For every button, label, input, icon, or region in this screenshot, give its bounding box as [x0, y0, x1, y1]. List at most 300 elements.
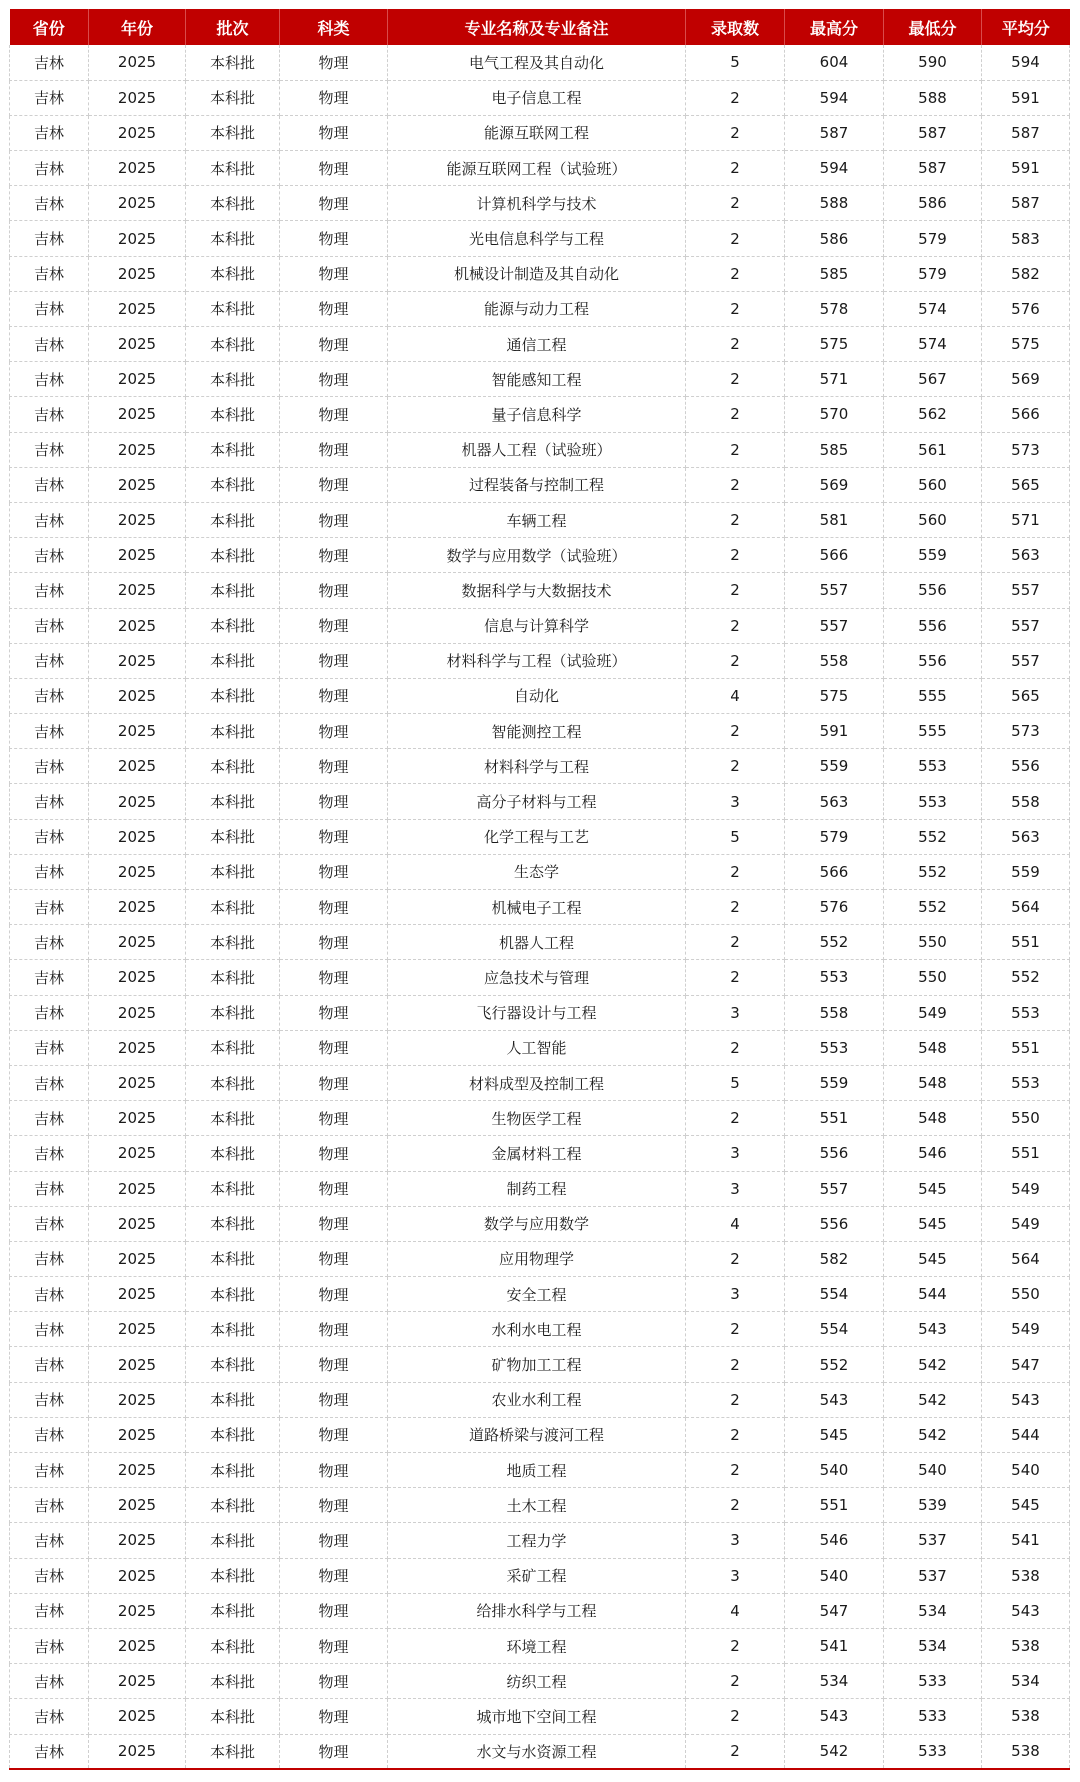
cell-batch: 本科批	[186, 1488, 280, 1523]
cell-min-score: 542	[884, 1347, 982, 1382]
cell-province: 吉林	[10, 115, 89, 150]
cell-min-score: 542	[884, 1382, 982, 1417]
column-header-batch: 批次	[186, 9, 280, 45]
table-row	[10, 45, 1070, 80]
cell-max-score: 585	[785, 432, 884, 467]
column-header-year: 年份	[89, 9, 186, 45]
cell-admitted: 2	[686, 960, 785, 995]
cell-max-score: 585	[785, 256, 884, 291]
table-row	[10, 1699, 1070, 1734]
cell-admitted: 2	[686, 467, 785, 502]
cell-year: 2025	[89, 291, 186, 326]
cell-subject: 物理	[280, 186, 388, 221]
cell-admitted: 2	[686, 1030, 785, 1065]
cell-subject: 物理	[280, 573, 388, 608]
cell-min-score: 553	[884, 749, 982, 784]
cell-admitted: 2	[686, 186, 785, 221]
cell-batch: 本科批	[186, 221, 280, 256]
table-row	[10, 186, 1070, 221]
cell-max-score: 540	[785, 1558, 884, 1593]
cell-max-score: 571	[785, 362, 884, 397]
cell-max-score: 576	[785, 890, 884, 925]
cell-admitted: 3	[686, 1558, 785, 1593]
cell-min-score: 552	[884, 890, 982, 925]
cell-max-score: 558	[785, 643, 884, 678]
cell-max-score: 557	[785, 573, 884, 608]
cell-major: 量子信息科学	[388, 397, 686, 432]
cell-avg-score: 534	[982, 1664, 1070, 1699]
cell-batch: 本科批	[186, 432, 280, 467]
cell-year: 2025	[89, 1523, 186, 1558]
cell-subject: 物理	[280, 1488, 388, 1523]
cell-min-score: 552	[884, 854, 982, 889]
table-row	[10, 1241, 1070, 1276]
cell-year: 2025	[89, 573, 186, 608]
cell-min-score: 548	[884, 1030, 982, 1065]
table-row	[10, 432, 1070, 467]
cell-major: 应用物理学	[388, 1241, 686, 1276]
cell-province: 吉林	[10, 432, 89, 467]
cell-major: 应急技术与管理	[388, 960, 686, 995]
cell-year: 2025	[89, 749, 186, 784]
cell-avg-score: 565	[982, 678, 1070, 713]
cell-year: 2025	[89, 1171, 186, 1206]
cell-min-score: 545	[884, 1241, 982, 1276]
cell-avg-score: 550	[982, 1277, 1070, 1312]
table-row	[10, 1558, 1070, 1593]
cell-year: 2025	[89, 221, 186, 256]
cell-batch: 本科批	[186, 502, 280, 537]
cell-min-score: 548	[884, 1065, 982, 1100]
cell-major: 采矿工程	[388, 1558, 686, 1593]
cell-min-score: 540	[884, 1453, 982, 1488]
cell-province: 吉林	[10, 643, 89, 678]
cell-max-score: 556	[785, 1206, 884, 1241]
cell-province: 吉林	[10, 538, 89, 573]
cell-min-score: 588	[884, 80, 982, 115]
cell-province: 吉林	[10, 1664, 89, 1699]
cell-max-score: 569	[785, 467, 884, 502]
cell-subject: 物理	[280, 1558, 388, 1593]
cell-admitted: 5	[686, 1065, 785, 1100]
table-row	[10, 115, 1070, 150]
cell-min-score: 534	[884, 1628, 982, 1663]
cell-avg-score: 551	[982, 1136, 1070, 1171]
cell-major: 纺织工程	[388, 1664, 686, 1699]
cell-avg-score: 538	[982, 1734, 1070, 1769]
cell-batch: 本科批	[186, 678, 280, 713]
cell-batch: 本科批	[186, 45, 280, 80]
cell-avg-score: 552	[982, 960, 1070, 995]
table-row	[10, 1206, 1070, 1241]
column-header-subject: 科类	[280, 9, 388, 45]
cell-subject: 物理	[280, 714, 388, 749]
cell-min-score: 556	[884, 608, 982, 643]
cell-batch: 本科批	[186, 643, 280, 678]
cell-avg-score: 582	[982, 256, 1070, 291]
cell-avg-score: 563	[982, 819, 1070, 854]
table-row	[10, 1628, 1070, 1663]
cell-province: 吉林	[10, 1347, 89, 1382]
cell-max-score: 551	[785, 1101, 884, 1136]
table-row	[10, 749, 1070, 784]
cell-subject: 物理	[280, 397, 388, 432]
cell-province: 吉林	[10, 854, 89, 889]
cell-avg-score: 545	[982, 1488, 1070, 1523]
cell-year: 2025	[89, 854, 186, 889]
cell-admitted: 2	[686, 538, 785, 573]
cell-batch: 本科批	[186, 1523, 280, 1558]
cell-province: 吉林	[10, 1382, 89, 1417]
cell-year: 2025	[89, 502, 186, 537]
cell-max-score: 553	[785, 960, 884, 995]
cell-avg-score: 538	[982, 1558, 1070, 1593]
cell-avg-score: 566	[982, 397, 1070, 432]
cell-admitted: 2	[686, 327, 785, 362]
table-row	[10, 1382, 1070, 1417]
column-header-max-score: 最高分	[785, 9, 884, 45]
cell-admitted: 2	[686, 221, 785, 256]
table-header	[10, 9, 1070, 45]
table-row	[10, 502, 1070, 537]
column-header-admitted: 录取数	[686, 9, 785, 45]
cell-avg-score: 538	[982, 1699, 1070, 1734]
cell-batch: 本科批	[186, 327, 280, 362]
cell-min-score: 545	[884, 1171, 982, 1206]
cell-year: 2025	[89, 1382, 186, 1417]
cell-subject: 物理	[280, 502, 388, 537]
cell-max-score: 559	[785, 1065, 884, 1100]
cell-admitted: 2	[686, 362, 785, 397]
cell-batch: 本科批	[186, 1101, 280, 1136]
cell-year: 2025	[89, 1628, 186, 1663]
cell-max-score: 543	[785, 1382, 884, 1417]
cell-subject: 物理	[280, 1347, 388, 1382]
cell-year: 2025	[89, 925, 186, 960]
cell-province: 吉林	[10, 1101, 89, 1136]
cell-major: 数学与应用数学	[388, 1206, 686, 1241]
cell-year: 2025	[89, 1347, 186, 1382]
cell-batch: 本科批	[186, 749, 280, 784]
cell-max-score: 575	[785, 678, 884, 713]
cell-batch: 本科批	[186, 1277, 280, 1312]
cell-year: 2025	[89, 186, 186, 221]
cell-avg-score: 543	[982, 1382, 1070, 1417]
cell-year: 2025	[89, 45, 186, 80]
cell-major: 农业水利工程	[388, 1382, 686, 1417]
cell-avg-score: 547	[982, 1347, 1070, 1382]
cell-subject: 物理	[280, 291, 388, 326]
cell-max-score: 588	[785, 186, 884, 221]
cell-province: 吉林	[10, 1171, 89, 1206]
cell-admitted: 2	[686, 502, 785, 537]
cell-major: 人工智能	[388, 1030, 686, 1065]
cell-year: 2025	[89, 1488, 186, 1523]
cell-batch: 本科批	[186, 1171, 280, 1206]
table-row	[10, 151, 1070, 186]
cell-subject: 物理	[280, 960, 388, 995]
cell-batch: 本科批	[186, 186, 280, 221]
cell-province: 吉林	[10, 1734, 89, 1769]
cell-min-score: 534	[884, 1593, 982, 1628]
cell-batch: 本科批	[186, 397, 280, 432]
cell-avg-score: 556	[982, 749, 1070, 784]
cell-major: 能源与动力工程	[388, 291, 686, 326]
cell-min-score: 590	[884, 45, 982, 80]
cell-province: 吉林	[10, 819, 89, 854]
cell-province: 吉林	[10, 1699, 89, 1734]
cell-major: 飞行器设计与工程	[388, 995, 686, 1030]
cell-max-score: 578	[785, 291, 884, 326]
cell-admitted: 3	[686, 1136, 785, 1171]
cell-admitted: 2	[686, 115, 785, 150]
cell-min-score: 561	[884, 432, 982, 467]
cell-major: 数据科学与大数据技术	[388, 573, 686, 608]
cell-province: 吉林	[10, 1593, 89, 1628]
table-row	[10, 1171, 1070, 1206]
cell-avg-score: 587	[982, 186, 1070, 221]
cell-max-score: 581	[785, 502, 884, 537]
cell-min-score: 567	[884, 362, 982, 397]
table-row	[10, 1065, 1070, 1100]
cell-min-score: 587	[884, 115, 982, 150]
table-row	[10, 291, 1070, 326]
cell-province: 吉林	[10, 1136, 89, 1171]
cell-batch: 本科批	[186, 538, 280, 573]
cell-avg-score: 551	[982, 1030, 1070, 1065]
cell-year: 2025	[89, 819, 186, 854]
cell-min-score: 574	[884, 291, 982, 326]
cell-min-score: 587	[884, 151, 982, 186]
cell-province: 吉林	[10, 1065, 89, 1100]
table-row	[10, 1347, 1070, 1382]
cell-max-score: 557	[785, 608, 884, 643]
cell-year: 2025	[89, 1453, 186, 1488]
cell-avg-score: 549	[982, 1206, 1070, 1241]
table-row	[10, 221, 1070, 256]
table-row	[10, 327, 1070, 362]
cell-max-score: 556	[785, 1136, 884, 1171]
cell-avg-score: 557	[982, 643, 1070, 678]
cell-subject: 物理	[280, 538, 388, 573]
cell-major: 电子信息工程	[388, 80, 686, 115]
cell-admitted: 4	[686, 678, 785, 713]
cell-province: 吉林	[10, 1241, 89, 1276]
cell-subject: 物理	[280, 1136, 388, 1171]
cell-avg-score: 557	[982, 608, 1070, 643]
cell-batch: 本科批	[186, 573, 280, 608]
cell-batch: 本科批	[186, 362, 280, 397]
column-header-avg-score: 平均分	[1001, 18, 1050, 38]
cell-avg-score: 569	[982, 362, 1070, 397]
cell-admitted: 2	[686, 890, 785, 925]
cell-admitted: 4	[686, 1593, 785, 1628]
cell-year: 2025	[89, 678, 186, 713]
cell-year: 2025	[89, 1065, 186, 1100]
cell-subject: 物理	[280, 608, 388, 643]
cell-major: 车辆工程	[388, 502, 686, 537]
cell-max-score: 534	[785, 1664, 884, 1699]
cell-admitted: 2	[686, 608, 785, 643]
cell-year: 2025	[89, 1417, 186, 1452]
cell-min-score: 562	[884, 397, 982, 432]
cell-max-score: 546	[785, 1523, 884, 1558]
cell-batch: 本科批	[186, 1593, 280, 1628]
cell-subject: 物理	[280, 115, 388, 150]
cell-province: 吉林	[10, 80, 89, 115]
cell-year: 2025	[89, 327, 186, 362]
cell-year: 2025	[89, 256, 186, 291]
cell-avg-score: 549	[982, 1312, 1070, 1347]
cell-avg-score: 575	[982, 327, 1070, 362]
cell-major: 给排水科学与工程	[388, 1593, 686, 1628]
cell-min-score: 586	[884, 186, 982, 221]
cell-min-score: 555	[884, 678, 982, 713]
cell-province: 吉林	[10, 678, 89, 713]
table-row	[10, 1593, 1070, 1628]
cell-min-score: 574	[884, 327, 982, 362]
cell-year: 2025	[89, 432, 186, 467]
cell-avg-score: 558	[982, 784, 1070, 819]
table-row	[10, 960, 1070, 995]
cell-avg-score: 550	[982, 1101, 1070, 1136]
cell-max-score: 587	[785, 115, 884, 150]
cell-major: 金属材料工程	[388, 1136, 686, 1171]
cell-major: 材料科学与工程（试验班）	[388, 643, 686, 678]
cell-province: 吉林	[10, 291, 89, 326]
cell-province: 吉林	[10, 890, 89, 925]
cell-max-score: 552	[785, 925, 884, 960]
cell-major: 水利水电工程	[388, 1312, 686, 1347]
cell-min-score: 556	[884, 643, 982, 678]
cell-province: 吉林	[10, 221, 89, 256]
table-row	[10, 1417, 1070, 1452]
cell-batch: 本科批	[186, 1136, 280, 1171]
cell-max-score: 570	[785, 397, 884, 432]
cell-batch: 本科批	[186, 467, 280, 502]
cell-avg-score: 553	[982, 995, 1070, 1030]
cell-admitted: 2	[686, 1699, 785, 1734]
cell-max-score: 554	[785, 1277, 884, 1312]
cell-major: 光电信息科学与工程	[388, 221, 686, 256]
cell-batch: 本科批	[186, 1558, 280, 1593]
table-row	[10, 1453, 1070, 1488]
cell-major: 材料成型及控制工程	[388, 1065, 686, 1100]
cell-admitted: 2	[686, 749, 785, 784]
cell-subject: 物理	[280, 1312, 388, 1347]
cell-year: 2025	[89, 151, 186, 186]
cell-admitted: 4	[686, 1206, 785, 1241]
cell-min-score: 550	[884, 960, 982, 995]
cell-major: 通信工程	[388, 327, 686, 362]
cell-major: 生态学	[388, 854, 686, 889]
cell-major: 智能测控工程	[388, 714, 686, 749]
cell-max-score: 559	[785, 749, 884, 784]
cell-admitted: 2	[686, 432, 785, 467]
cell-min-score: 533	[884, 1664, 982, 1699]
cell-avg-score: 565	[982, 467, 1070, 502]
cell-min-score: 548	[884, 1101, 982, 1136]
cell-province: 吉林	[10, 467, 89, 502]
cell-province: 吉林	[10, 1030, 89, 1065]
cell-subject: 物理	[280, 1030, 388, 1065]
cell-avg-score: 576	[982, 291, 1070, 326]
cell-subject: 物理	[280, 151, 388, 186]
cell-major: 机器人工程	[388, 925, 686, 960]
cell-major: 水文与水资源工程	[388, 1734, 686, 1769]
cell-batch: 本科批	[186, 1241, 280, 1276]
cell-province: 吉林	[10, 362, 89, 397]
cell-province: 吉林	[10, 749, 89, 784]
cell-batch: 本科批	[186, 1206, 280, 1241]
cell-year: 2025	[89, 467, 186, 502]
cell-avg-score: 551	[982, 925, 1070, 960]
cell-subject: 物理	[280, 1734, 388, 1769]
cell-province: 吉林	[10, 186, 89, 221]
table-row	[10, 1277, 1070, 1312]
cell-major: 能源互联网工程（试验班）	[388, 151, 686, 186]
cell-max-score: 563	[785, 784, 884, 819]
cell-max-score: 558	[785, 995, 884, 1030]
cell-subject: 物理	[280, 1277, 388, 1312]
cell-year: 2025	[89, 1699, 186, 1734]
cell-batch: 本科批	[186, 1734, 280, 1769]
cell-admitted: 2	[686, 1417, 785, 1452]
cell-subject: 物理	[280, 1664, 388, 1699]
cell-max-score: 566	[785, 854, 884, 889]
admission-scores-sheet	[9, 9, 1069, 1770]
cell-max-score: 540	[785, 1453, 884, 1488]
table-row	[10, 819, 1070, 854]
cell-avg-score: 541	[982, 1523, 1070, 1558]
cell-subject: 物理	[280, 1065, 388, 1100]
cell-admitted: 2	[686, 397, 785, 432]
cell-avg-score: 573	[982, 714, 1070, 749]
cell-major: 城市地下空间工程	[388, 1699, 686, 1734]
cell-admitted: 2	[686, 1101, 785, 1136]
cell-admitted: 2	[686, 256, 785, 291]
cell-major: 安全工程	[388, 1277, 686, 1312]
cell-province: 吉林	[10, 1488, 89, 1523]
cell-min-score: 552	[884, 819, 982, 854]
cell-admitted: 2	[686, 1382, 785, 1417]
cell-major: 数学与应用数学（试验班）	[388, 538, 686, 573]
cell-batch: 本科批	[186, 1065, 280, 1100]
table-row	[10, 538, 1070, 573]
table-row	[10, 256, 1070, 291]
table-row	[10, 1734, 1070, 1769]
cell-major: 化学工程与工艺	[388, 819, 686, 854]
cell-admitted: 2	[686, 1312, 785, 1347]
cell-batch: 本科批	[186, 890, 280, 925]
table-row	[10, 643, 1070, 678]
cell-admitted: 2	[686, 573, 785, 608]
cell-avg-score: 591	[982, 80, 1070, 115]
cell-admitted: 2	[686, 1241, 785, 1276]
cell-min-score: 560	[884, 502, 982, 537]
header-row	[10, 9, 1070, 45]
cell-year: 2025	[89, 1664, 186, 1699]
cell-admitted: 2	[686, 1453, 785, 1488]
table-row	[10, 397, 1070, 432]
cell-subject: 物理	[280, 1382, 388, 1417]
table-row	[10, 1312, 1070, 1347]
cell-admitted: 2	[686, 925, 785, 960]
cell-year: 2025	[89, 1277, 186, 1312]
cell-year: 2025	[89, 608, 186, 643]
cell-major: 道路桥梁与渡河工程	[388, 1417, 686, 1452]
table-row	[10, 1664, 1070, 1699]
